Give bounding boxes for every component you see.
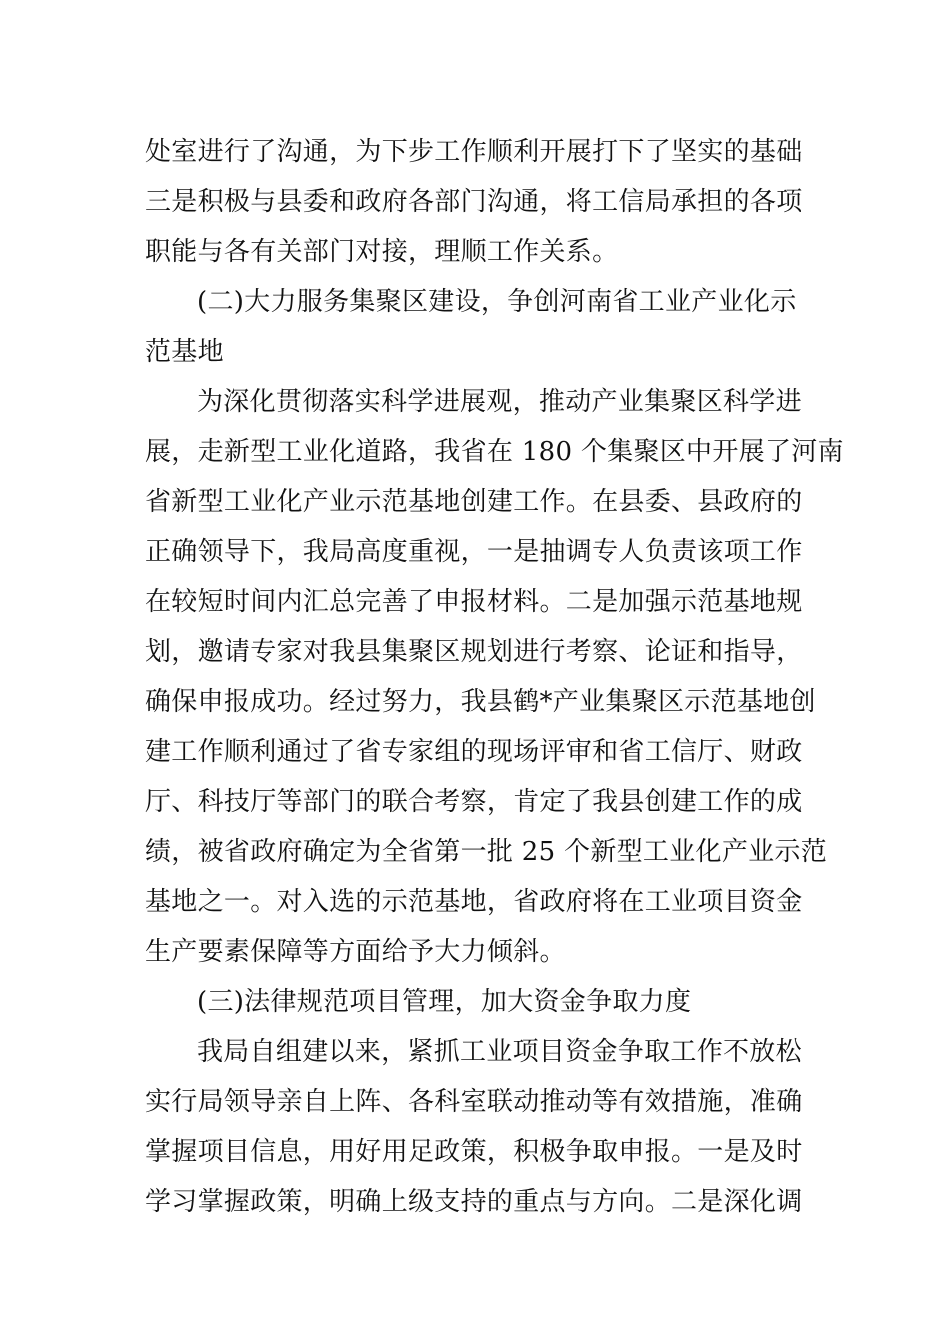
text-line: 处室进行了沟通，为下步工作顺利开展打下了坚实的基础 — [145, 137, 803, 167]
section-heading: (二)大力服务集聚区建设，争创河南省工业产业化示 — [197, 287, 797, 317]
text-line: 学习掌握政策，明确上级支持的重点与方向。二是深化调 — [145, 1187, 803, 1217]
text-line: 三是积极与县委和政府各部门沟通，将工信局承担的各项 — [145, 187, 803, 217]
text-line: 建工作顺利通过了省专家组的现场评审和省工信厅、财政 — [145, 737, 803, 767]
paragraph-start: 为深化贯彻落实科学进展观，推动产业集聚区科学进 — [197, 387, 802, 417]
text-line: 厅、科技厅等部门的联合考察，肯定了我县创建工作的成 — [145, 787, 803, 817]
text-line: 省新型工业化产业示范基地创建工作。在县委、县政府的 — [145, 487, 803, 517]
text-line: 生产要素保障等方面给予大力倾斜。 — [145, 937, 566, 967]
paragraph-start: 我局自组建以来，紧抓工业项目资金争取工作不放松 — [197, 1037, 802, 1067]
text-line: 在较短时间内汇总完善了申报材料。二是加强示范基地规 — [145, 587, 803, 617]
text-line: 确保申报成功。经过努力，我县鹤*产业集聚区示范基地创 — [145, 687, 816, 717]
text-line: 展，走新型工业化道路，我省在 180 个集聚区中开展了河南 — [145, 437, 844, 467]
text-line: 基地之一。对入选的示范基地，省政府将在工业项目资金 — [145, 887, 803, 917]
text-line: 实行局领导亲自上阵、各科室联动推动等有效措施，准确 — [145, 1087, 803, 1117]
text-line: 绩，被省政府确定为全省第一批 25 个新型工业化产业示范 — [145, 837, 828, 867]
text-line: 划，邀请专家对我县集聚区规划进行考察、论证和指导， — [145, 637, 803, 667]
section-heading-continuation: 范基地 — [145, 337, 224, 367]
section-heading: (三)法律规范项目管理，加大资金争取力度 — [197, 987, 692, 1017]
text-line: 职能与各有关部门对接，理顺工作关系。 — [145, 237, 619, 267]
text-line: 掌握项目信息，用好用足政策，积极争取申报。一是及时 — [145, 1137, 803, 1167]
text-line: 正确领导下，我局高度重视，一是抽调专人负责该项工作 — [145, 537, 803, 567]
